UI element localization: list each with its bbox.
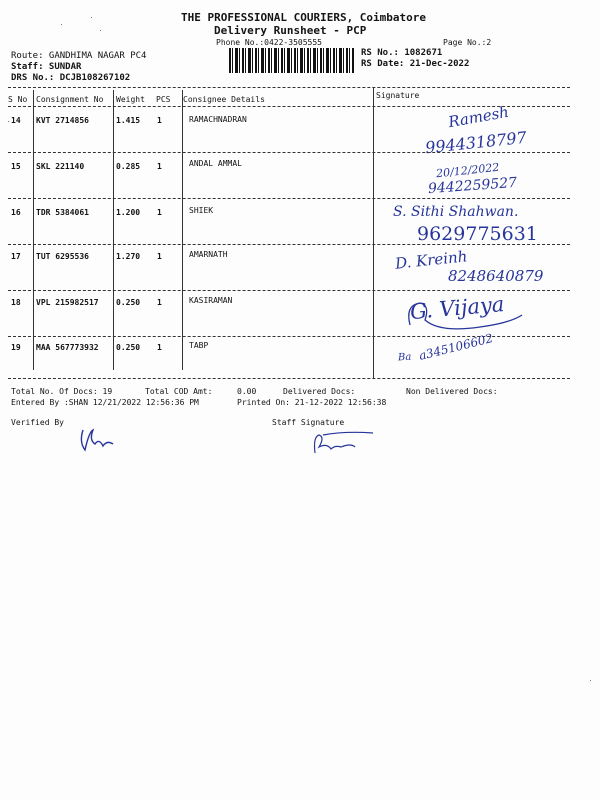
- row-pcs: 1: [157, 162, 162, 171]
- row-weight: 1.200: [116, 208, 141, 217]
- row-consignment: TUT 6295536: [36, 252, 89, 261]
- row-divider: [8, 152, 570, 153]
- route: Route: GANDHIMA NAGAR PC4: [11, 51, 147, 61]
- scan-speck: [91, 17, 92, 18]
- col-signature: Signature: [376, 91, 420, 100]
- row-weight: 0.250: [116, 343, 141, 352]
- signature-text: Ramesh: [446, 102, 511, 132]
- staff-signature-label: Staff Signature: [272, 418, 345, 427]
- row-sno: 18: [11, 298, 21, 307]
- barcode: [229, 48, 354, 73]
- row-consignment: TDR 5384061: [36, 208, 89, 217]
- row-pcs: 1: [157, 298, 162, 307]
- verifier-signature: [75, 422, 120, 457]
- drs-number: DRS No.: DCJB108267102: [11, 73, 131, 83]
- page-number: Page No.:2: [443, 38, 492, 47]
- row-consignment: VPL 215982517: [36, 298, 99, 307]
- col-separator: [113, 90, 114, 370]
- entered-by: Entered By :SHAN 12/21/2022 12:56:36 PM: [11, 398, 199, 407]
- row-sno: 19: [11, 343, 21, 352]
- row-pcs: 1: [157, 116, 162, 125]
- signature-phone: 9944318797: [424, 127, 528, 158]
- signature-text: S. Sithi Shahwan.: [393, 204, 519, 220]
- cod-amount-label: Total COD Amt:: [145, 387, 213, 396]
- rs-date: RS Date: 21-Dec-2022: [361, 59, 470, 69]
- row-divider: [8, 244, 570, 245]
- row-divider: [8, 290, 570, 291]
- signature-phone: 9442259527: [427, 174, 518, 198]
- row-consignment: SKL 221140: [36, 162, 85, 171]
- col-pcs: PCS: [156, 95, 171, 104]
- printed-on: Printed On: 21-12-2022 12:56:38: [237, 398, 387, 407]
- signature-phone: 8248640879: [448, 267, 544, 285]
- row-sno: 17: [11, 252, 21, 261]
- row-divider: [8, 198, 570, 199]
- row-consignee: AMARNATH: [189, 250, 228, 259]
- scan-speck: [590, 680, 591, 681]
- staff: Staff: SUNDAR: [11, 62, 82, 72]
- row-weight: 1.270: [116, 252, 141, 261]
- signature-phone: a345106602: [417, 331, 495, 363]
- row-consignee: RAMACHNADRAN: [189, 115, 247, 124]
- company-name: THE PROFESSIONAL COURIERS, Coimbatore: [181, 11, 427, 24]
- signature-text: G. Vijaya: [409, 291, 506, 325]
- col-weight: Weight: [116, 95, 145, 104]
- total-docs: Total No. Of Docs: 19: [11, 387, 113, 396]
- row-consignee: TABP: [189, 341, 209, 350]
- verified-by-label: Verified By: [11, 418, 64, 427]
- row-pcs: 1: [157, 343, 162, 352]
- scan-speck: [8, 121, 9, 122]
- cod-amount-value: 0.00: [237, 387, 257, 396]
- phone-number: Phone No.:0422-3505555: [216, 38, 322, 47]
- col-separator: [33, 90, 34, 370]
- col-consignment: Consignment No: [36, 95, 104, 104]
- scan-speck: [100, 30, 101, 31]
- row-consignee: SHIEK: [189, 206, 214, 215]
- non-delivered-docs: Non Delivered Docs:: [406, 387, 498, 396]
- row-weight: 1.415: [116, 116, 141, 125]
- row-consignment: MAA 567773932: [36, 343, 99, 352]
- document-title: Delivery Runsheet - PCP: [214, 24, 367, 37]
- row-consignee: KASIRAMAN: [189, 296, 233, 305]
- staff-signature: [305, 425, 380, 460]
- signature-text: Ba: [397, 351, 412, 364]
- col-separator: [182, 90, 183, 370]
- scan-speck: [61, 24, 62, 25]
- row-sno: 15: [11, 162, 21, 171]
- signature-text: D. Kreinh: [394, 247, 469, 273]
- table-bottom-divider: [8, 378, 570, 379]
- signature-phone: 9629775631: [417, 223, 538, 245]
- col-separator: [373, 88, 374, 378]
- row-pcs: 1: [157, 252, 162, 261]
- row-weight: 0.285: [116, 162, 141, 171]
- rs-number: RS No.: 1082671: [361, 48, 443, 58]
- col-consignee: Consignee Details: [183, 95, 265, 104]
- row-sno: 14: [11, 116, 21, 125]
- row-pcs: 1: [157, 208, 162, 217]
- signature-scribble: [400, 295, 530, 340]
- row-sno: 16: [11, 208, 21, 217]
- row-consignee: ANDAL AMMAL: [189, 159, 242, 168]
- signature-text: 20/12/2022: [435, 160, 500, 181]
- row-consignment: KVT 2714856: [36, 116, 89, 125]
- delivered-docs: Delivered Docs:: [283, 387, 356, 396]
- row-weight: 0.250: [116, 298, 141, 307]
- header-divider-top: [8, 87, 570, 88]
- col-sno: S No: [8, 95, 28, 104]
